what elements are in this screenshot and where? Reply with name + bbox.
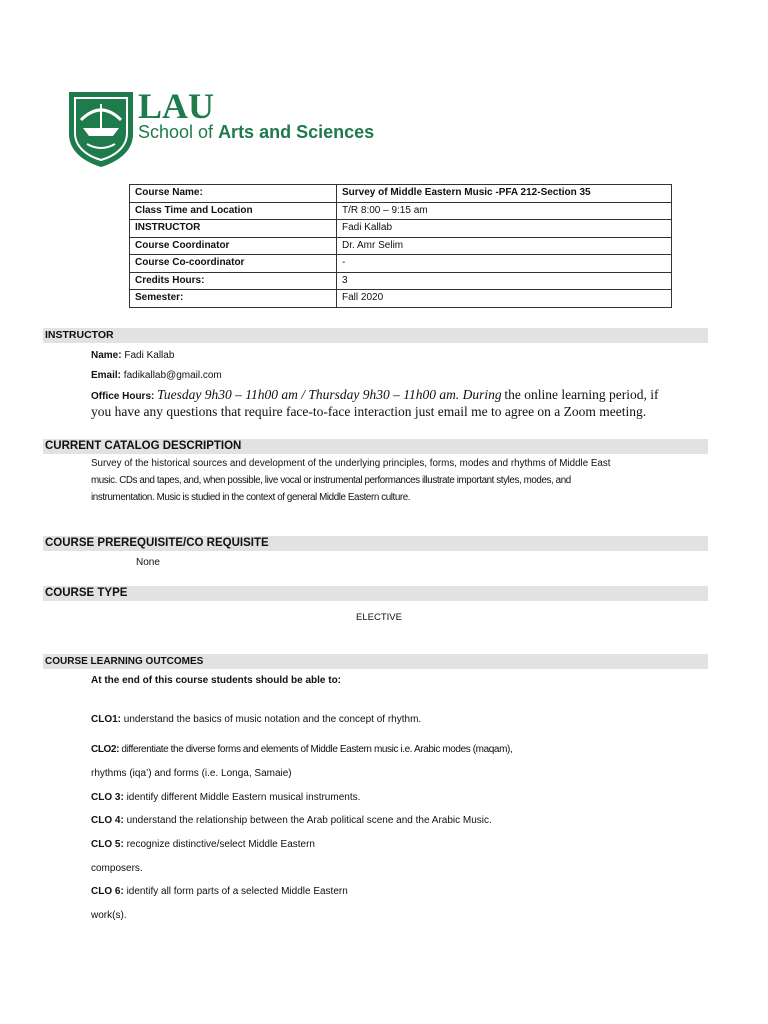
table-label: Semester: (130, 290, 337, 308)
table-row (130, 202, 672, 220)
lau-logo (67, 90, 135, 173)
instructor-name: Name: Fadi Kallab (91, 350, 175, 361)
course-info-table (129, 184, 672, 308)
outcomes-intro: At the end of this course students should be able to: (91, 675, 342, 686)
clo-item: CLO 6: identify all form parts of a selected Middle Eastern (91, 886, 348, 897)
lau-wordmark: LAU (138, 86, 215, 126)
table-label: Class Time and Location (130, 202, 337, 220)
table-row (130, 220, 672, 238)
table-value: Fall 2020 (337, 290, 672, 308)
office-hours-note: you have any questions that require face-to-face interaction just email me to agree on a Zoom meeting. (91, 404, 647, 419)
clo-item: CLO2: differentiate the diverse forms and elements of Middle Eastern music i.e. Arabic modes (maqam), (91, 744, 513, 755)
table-row (130, 237, 672, 255)
clo-item-continued: rhythms (iqa’) and forms (i.e. Longa, Samaie) (91, 768, 292, 779)
prerequisite-value: None (136, 557, 160, 568)
table-value: Fadi Kallab (337, 220, 672, 238)
catalog-line: Survey of the historical sources and development of the underlying principles, forms, modes and rhythms of Middle East (91, 458, 611, 469)
table-label: Course Coordinator (130, 237, 337, 255)
instructor-email: Email: fadikallab@gmail.com (91, 370, 222, 381)
catalog-line: instrumentation. Music is studied in the context of general Middle Eastern culture. (91, 492, 411, 503)
table-row (130, 272, 672, 290)
section-heading-course-type: COURSE TYPE (43, 586, 708, 601)
clo-item: CLO 5: recognize distinctive/select Middle Eastern (91, 839, 315, 850)
table-value: T/R 8:00 – 9:15 am (337, 202, 672, 220)
section-heading-outcomes: COURSE LEARNING OUTCOMES (43, 654, 708, 669)
table-row (130, 290, 672, 308)
table-label: INSTRUCTOR (130, 220, 337, 238)
clo-item-continued: work(s). (91, 910, 127, 921)
office-hours: Office Hours: Tuesday 9h30 – 11h00 am / Thursday 9h30 – 11h00 am. During the online learning period, if (91, 387, 659, 402)
table-value: 3 (337, 272, 672, 290)
table-label: Course Name: (130, 185, 337, 203)
section-heading-prerequisite: COURSE PREREQUISITE/CO REQUISITE (43, 536, 708, 551)
table-value: Survey of Middle Eastern Music -PFA 212-Section 35 (337, 185, 672, 203)
table-value: - (337, 255, 672, 273)
clo-item: CLO 3: identify different Middle Eastern musical instruments. (91, 792, 361, 803)
section-heading-instructor: INSTRUCTOR (43, 328, 708, 343)
clo-item: CLO1: understand the basics of music notation and the concept of rhythm. (91, 714, 422, 725)
table-label: Credits Hours: (130, 272, 337, 290)
catalog-line: music. CDs and tapes, and, when possible, live vocal or instrumental performances illustrate important styles, modes, and (91, 475, 571, 486)
table-value: Dr. Amr Selim (337, 237, 672, 255)
clo-item: CLO 4: understand the relationship between the Arab political scene and the Arabic Music. (91, 815, 492, 826)
lau-shield-icon (67, 90, 135, 168)
school-name: School of Arts and Sciences (138, 122, 375, 142)
course-type-value: ELECTIVE (356, 612, 402, 623)
section-heading-catalog: CURRENT CATALOG DESCRIPTION (43, 439, 708, 454)
table-label: Course Co-coordinator (130, 255, 337, 273)
table-row (130, 255, 672, 273)
table-row (130, 185, 672, 203)
clo-item-continued: composers. (91, 863, 143, 874)
